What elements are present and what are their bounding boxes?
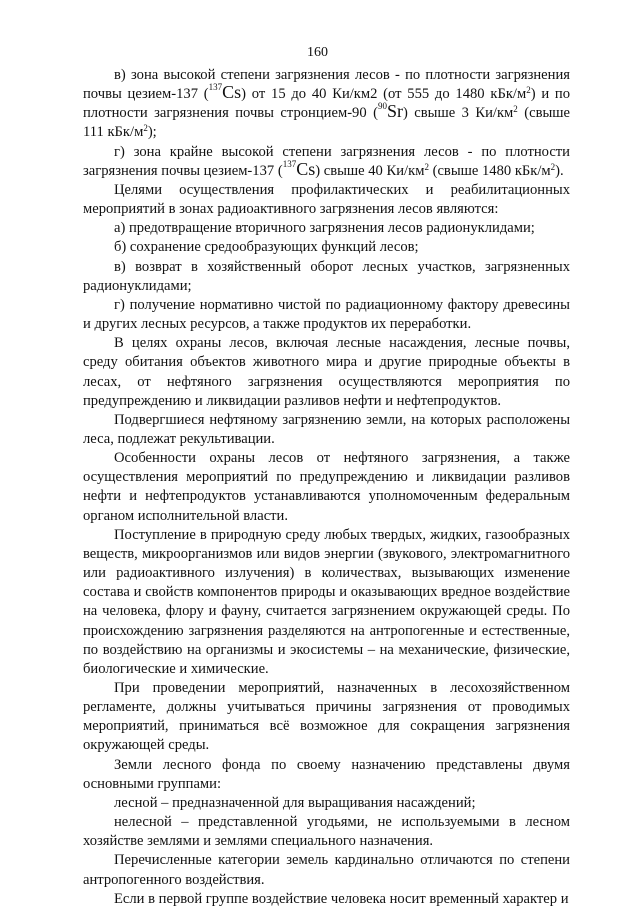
isotope-mass: 137 [208,82,223,93]
document-body [83,66,570,909]
list-item-goal-a: а) предотвращение вторичного загрязнения лесов радионуклидами; [114,220,535,237]
isotope-symbol: Cs [222,82,242,103]
paragraph-regulation-measures: При проведении мероприятий, назначенных в лесохозяйственном регламенте, должны учитываться причины загрязнения от проводимых мероприятий, приниматься всё возможное для сокращения загрязнения окружающей среды. [83,680,570,754]
isotope-mass: 137 [282,158,297,169]
text-run: г) зона крайне высокой степени загрязнения лесов - по плотности загрязнения почвы цезием-137 ( [83,143,570,179]
isotope-sr90 [378,101,403,121]
list-item-goal-c: в) возврат в хозяйственный оборот лесных участков, загрязненных радионуклидами; [83,258,570,294]
paragraph-oil-specifics: Особенности охраны лесов от нефтяного загрязнения, а также осуществления мероприятий по предупреждению и ликвидации разливов нефти и нефтепродуктов устанавливаются уполномоченным федеральным органом исполнительной власти. [83,450,570,524]
paragraph-zone-high [83,66,570,143]
paragraph-zone-extreme [83,143,570,181]
isotope-symbol: Sr [386,101,403,122]
superscript: 2 [526,85,531,96]
isotope-symbol: Cs [296,158,316,179]
list-item-goal-d: г) получение нормативно чистой по радиационному фактору древесины и других лесных ресурсов, а также продуктов их переработки. [83,296,570,333]
isotope-cs137 [283,159,316,179]
text-run: ) и по плотности загрязнения почвы стронцием-90 ( [83,86,570,122]
text-run: ) свыше 40 Ки/км [315,162,425,179]
isotope-mass: 90 [377,101,387,112]
text-run: ) свыше 3 Ки/км [402,105,514,122]
list-item-forest-land: лесной – предназначенной для выращивания насаждений; [114,794,476,811]
superscript: 2 [143,123,148,134]
list-item-goal-b: б) сохранение средообразующих функций лесов; [114,239,419,256]
superscript: 2 [513,104,518,115]
paragraph-recultivation: Подвергшиеся нефтяному загрязнению земли, на которых расположены леса, подлежат рекультивации. [83,411,570,447]
paragraph-goals: Целями осуществления профилактических и реабилитационных мероприятий в зонах радиоактивного загрязнения лесов являются: [83,181,570,218]
text-run: ). [555,162,564,179]
text-run: (свыше 111 кБк/м [83,105,570,141]
paragraph-first-group: Если в первой группе воздействие человека носит временный характер и [114,890,569,907]
paragraph-oil-protection: В целях охраны лесов, включая лесные насаждения, лесные почвы, среду обитания объектов животного мира и другие природные объекты в лесах, от нефтяного загрязнения осуществляются мероприятия по предупреждению и ликвидации разливов нефти и нефтепродуктов. [83,335,570,409]
superscript: 2 [424,161,429,172]
superscript: 2 [550,161,556,172]
paragraph-categories: Перечисленные категории земель кардинально отличаются по степени антропогенного воздействия. [83,852,570,888]
text-run: (свыше 1480 кБк/м [428,162,551,179]
text-run: в) зона высокой степени загрязнения лесов - по плотности загрязнения почвы цезием-137 ( [83,67,570,103]
page-number: 160 [307,45,328,60]
paragraph-pollution-definition: Поступление в природную среду любых твердых, жидких, газообразных веществ, микроорганизмов или видов энергии (звукового, электромагнитного или радиоактивного излучения) в количествах, вызывающих изменение состава и свойств компонентов природы и оказывающих вредное воздействие на человека, флору и фауну, считается загрязнением окружающей среды. По происхождению загрязнения разделяются на антропогенные и естественные, по воздействию на организмы и экосистемы – на механические, физические, биологические и химические. [83,526,570,677]
list-item-non-forest-land: нелесной – представленной угодьями, не используемыми в лесном хозяйстве землями и землями специального назначения. [83,814,570,850]
isotope-cs137 [209,82,242,102]
text-run: ); [147,124,157,141]
paragraph-land-groups: Земли лесного фонда по своему назначению представлены двумя основными группами: [83,756,570,792]
text-run: ) от 15 до 40 Ки/км2 (от 555 до 1480 кБк/м [241,86,527,103]
